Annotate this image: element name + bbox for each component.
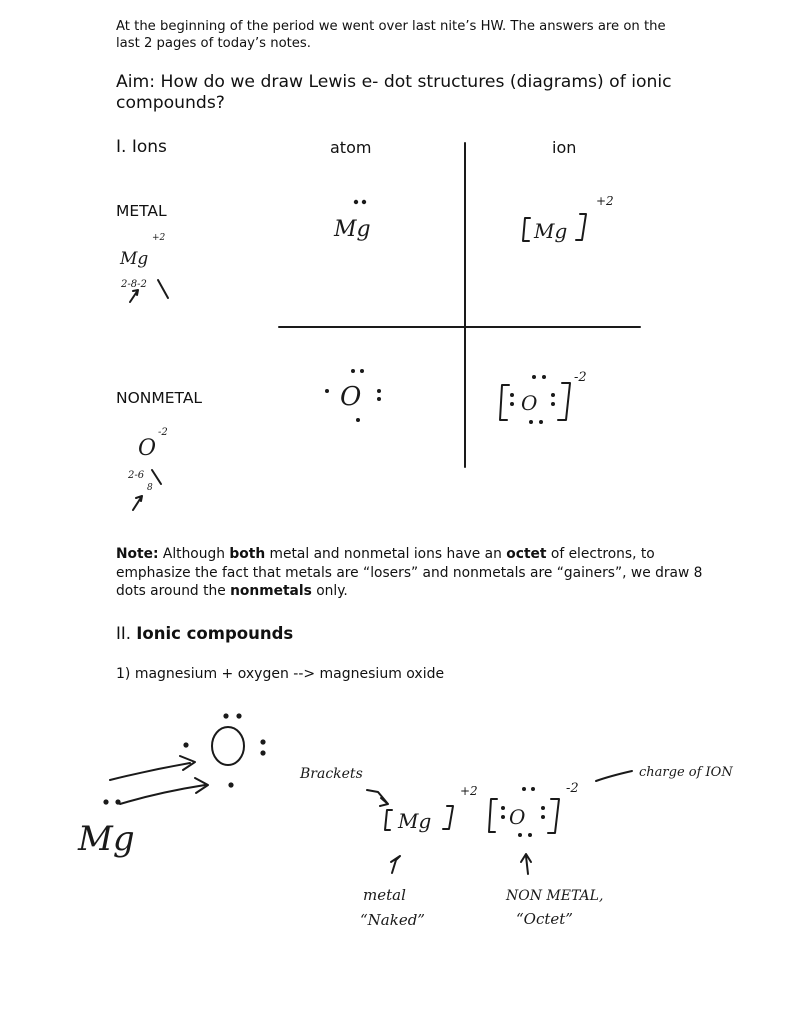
- charge-arrow: [596, 771, 632, 781]
- o-atom-symbol: O: [340, 382, 362, 412]
- nonmetal-label: NONMETAL: [116, 389, 203, 407]
- column-ion-header: ion: [552, 138, 577, 157]
- note-bold-both: both: [229, 546, 266, 562]
- brackets-arrow: [367, 790, 388, 806]
- compound-mg-symbol: Mg: [78, 819, 135, 859]
- compound-mg-ion-symbol: Mg: [398, 809, 432, 833]
- o-sketch-charge: -2: [158, 427, 168, 438]
- note-lead: Note:: [116, 546, 159, 562]
- aim-heading: Aim: How do we draw Lewis e- dot structures (diagrams) of ionic compounds?: [116, 72, 672, 113]
- note-bold-nonmetals: nonmetals: [230, 583, 312, 599]
- mg-ion-symbol: Mg: [534, 219, 568, 243]
- compound-o-atom: [183, 713, 265, 787]
- mg-ion-drawing: [523, 194, 614, 243]
- note-text-4: only.: [311, 583, 348, 599]
- intro-text: At the beginning of the period we went over last nite’s HW. The answers are on the last 2 pages of today’s notes.: [116, 19, 666, 51]
- mg-sketch-charge: +2: [152, 233, 166, 243]
- o-ion-symbol: O: [521, 391, 538, 415]
- mg-ion-charge: +2: [596, 194, 614, 208]
- electron-arrow-2: [120, 785, 205, 804]
- note-text-3: of electrons, to emphasize the fact that metals are “losers” and nonmetals are “gainers”, we draw 8 dots around the: [116, 546, 703, 599]
- annotation-metal: metal: [363, 886, 406, 904]
- annotation-charge-of-ion: charge of ION: [639, 765, 733, 780]
- mg-sketch-symbol: Mg: [120, 249, 149, 269]
- nonmetal-arrow: [521, 854, 531, 874]
- section2-title-text: Ionic compounds: [136, 624, 294, 643]
- mg-config-sketch: [119, 233, 168, 302]
- electron-arrow-1: [110, 763, 190, 780]
- annotation-octet: “Octet”: [516, 910, 573, 928]
- compound-mg-ion: [385, 784, 478, 833]
- metal-label: METAL: [116, 202, 167, 220]
- reaction-equation: 1) magnesium + oxygen --> magnesium oxide: [116, 666, 445, 682]
- o-ion-drawing: [500, 370, 587, 424]
- o-sketch-symbol: O: [138, 436, 157, 461]
- o-sketch-config: 2-6: [128, 470, 145, 481]
- annotation-brackets: Brackets: [300, 766, 363, 782]
- mg-sketch-config: 2-8-2: [121, 279, 147, 290]
- annotation-nonmetal: NON METAL,: [506, 888, 604, 904]
- mg-atom-drawing: [333, 200, 371, 242]
- note-text-2: metal and nonmetal ions have an: [265, 546, 507, 562]
- o-sketch-extra: 8: [147, 483, 153, 493]
- column-atom-header: atom: [330, 138, 372, 157]
- section-ions-title: I. Ions: [116, 137, 167, 157]
- section2-number: II.: [116, 624, 137, 643]
- o-atom-drawing: [325, 369, 381, 422]
- compound-o-charge: -2: [566, 781, 579, 796]
- compound-o-ion: [489, 781, 579, 837]
- o-ion-charge: -2: [574, 370, 587, 385]
- mg-atom-symbol: Mg: [334, 217, 371, 242]
- annotation-naked: “Naked”: [360, 911, 425, 929]
- compound-o-ion-symbol: O: [509, 805, 526, 829]
- compound-mg-charge: +2: [460, 784, 478, 798]
- note-text-1: Although: [158, 546, 230, 562]
- o-config-sketch: [127, 427, 168, 510]
- note-bold-octet: octet: [506, 546, 547, 562]
- metal-arrow: [391, 856, 400, 873]
- compound-mg-atom: [77, 756, 208, 859]
